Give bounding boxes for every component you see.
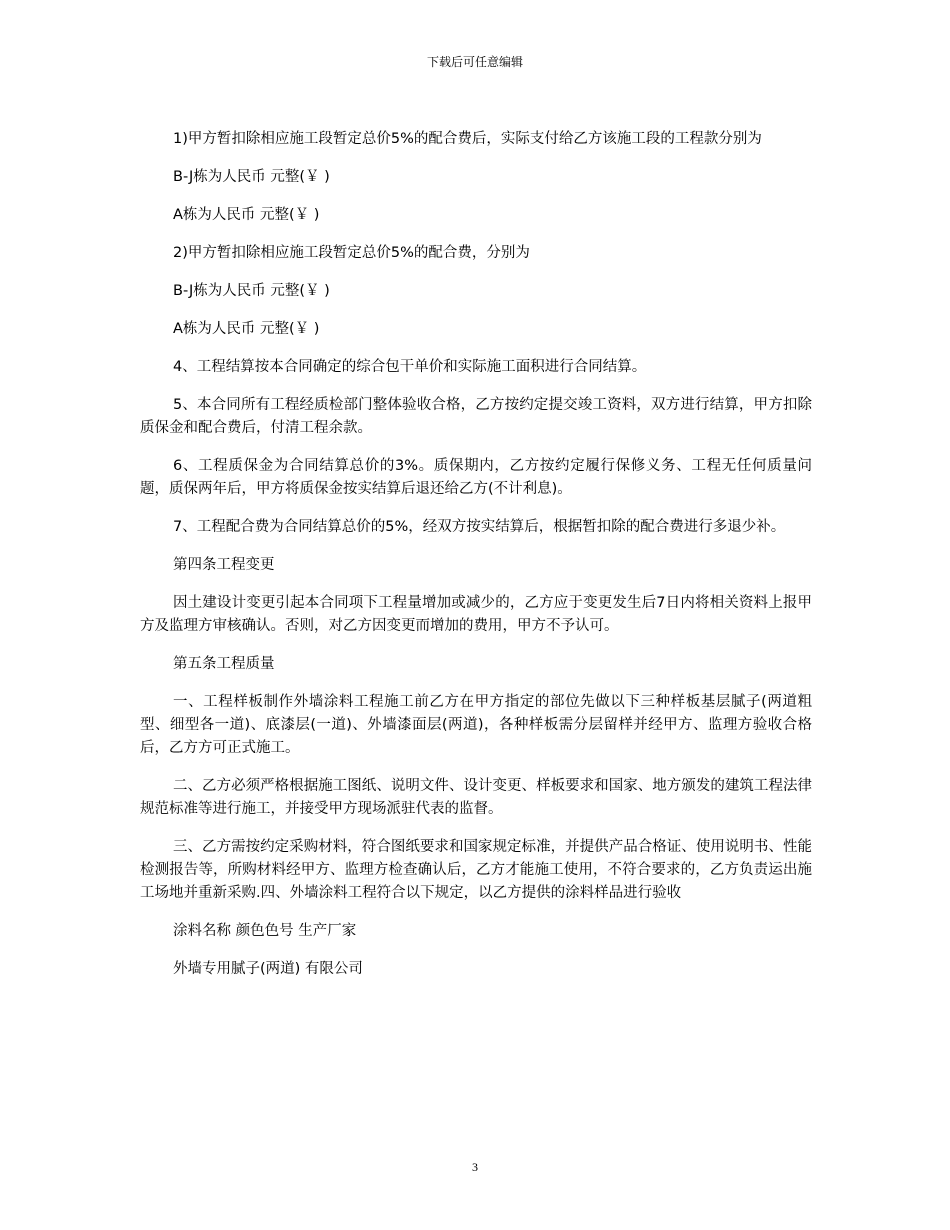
paragraph-clause-7: 7、工程配合费为合同结算总价的5%，经双方按实结算后，根据暂扣除的配合费进行多退少补。 xyxy=(173,519,786,535)
paragraph-clause-4: 4、工程结算按本合同确定的综合包干单价和实际施工面积进行合同结算。 xyxy=(173,359,647,375)
paragraph-bj-amount-2: B-J栋为人民币 元整(￥ ) xyxy=(173,283,330,299)
heading-article-4: 第四条工程变更 xyxy=(173,557,275,573)
paragraph-payment-2: 2)甲方暂扣除相应施工段暂定总价5%的配合费，分别为 xyxy=(173,245,530,261)
paragraph-payment-1: 1)甲方暂扣除相应施工段暂定总价5%的配合费后，实际支付给乙方该施工段的工程款分别为 xyxy=(173,131,762,147)
paragraph-quality-2: 二、乙方必须严格根据施工图纸、说明文件、设计变更、样板要求和国家、地方颁发的建筑工程法律规范标准等进行施工，并接受甲方现场派驻代表的监督。 xyxy=(140,778,812,817)
paragraph-a-amount-1: A栋为人民币 元整(￥ ) xyxy=(173,207,320,223)
heading-article-5: 第五条工程质量 xyxy=(173,656,275,672)
document-body xyxy=(140,128,812,996)
paragraph-coating-row: 外墙专用腻子(两道) 有限公司 xyxy=(173,961,363,977)
paragraph-quality-1: 一、工程样板制作外墙涂料工程施工前乙方在甲方指定的部位先做以下三种样板基层腻子(两道粗型、细型各一道)、底漆层(一道)、外墙漆面层(两道)，各种样板需分层留样并经甲方、监理方验收合格后，乙方方可正式施工。 xyxy=(140,694,812,756)
paragraph-quality-3: 三、乙方需按约定采购材料，符合图纸要求和国家规定标准，并提供产品合格证、使用说明书、性能检测报告等，所购材料经甲方、监理方检查确认后，乙方才能施工使用，不符合要求的，乙方负责运出施工场地并重新采购.四、外墙涂料工程符合以下规定，以乙方提供的涂料样品进行验收 xyxy=(140,839,812,901)
paragraph-coating-table-header: 涂料名称 颜色色号 生产厂家 xyxy=(173,923,357,939)
paragraph-a-amount-2: A栋为人民币 元整(￥ ) xyxy=(173,321,320,337)
paragraph-change: 因土建设计变更引起本合同项下工程量增加或减少的，乙方应于变更发生后7日内将相关资料上报甲方及监理方审核确认。否则，对乙方因变更而增加的费用，甲方不予认可。 xyxy=(140,595,812,634)
page-number: 3 xyxy=(472,1160,478,1174)
paragraph-bj-amount-1: B-J栋为人民币 元整(￥ ) xyxy=(173,169,330,185)
page-header: 下载后可任意编辑 xyxy=(426,55,523,69)
paragraph-clause-6: 6、工程质保金为合同结算总价的3%。质保期内，乙方按约定履行保修义务、工程无任何质量问题，质保两年后，甲方将质保金按实结算后退还给乙方(不计利息)。 xyxy=(140,458,812,497)
paragraph-clause-5: 5、本合同所有工程经质检部门整体验收合格，乙方按约定提交竣工资料，双方进行结算，甲方扣除质保金和配合费后，付清工程余款。 xyxy=(140,397,812,436)
